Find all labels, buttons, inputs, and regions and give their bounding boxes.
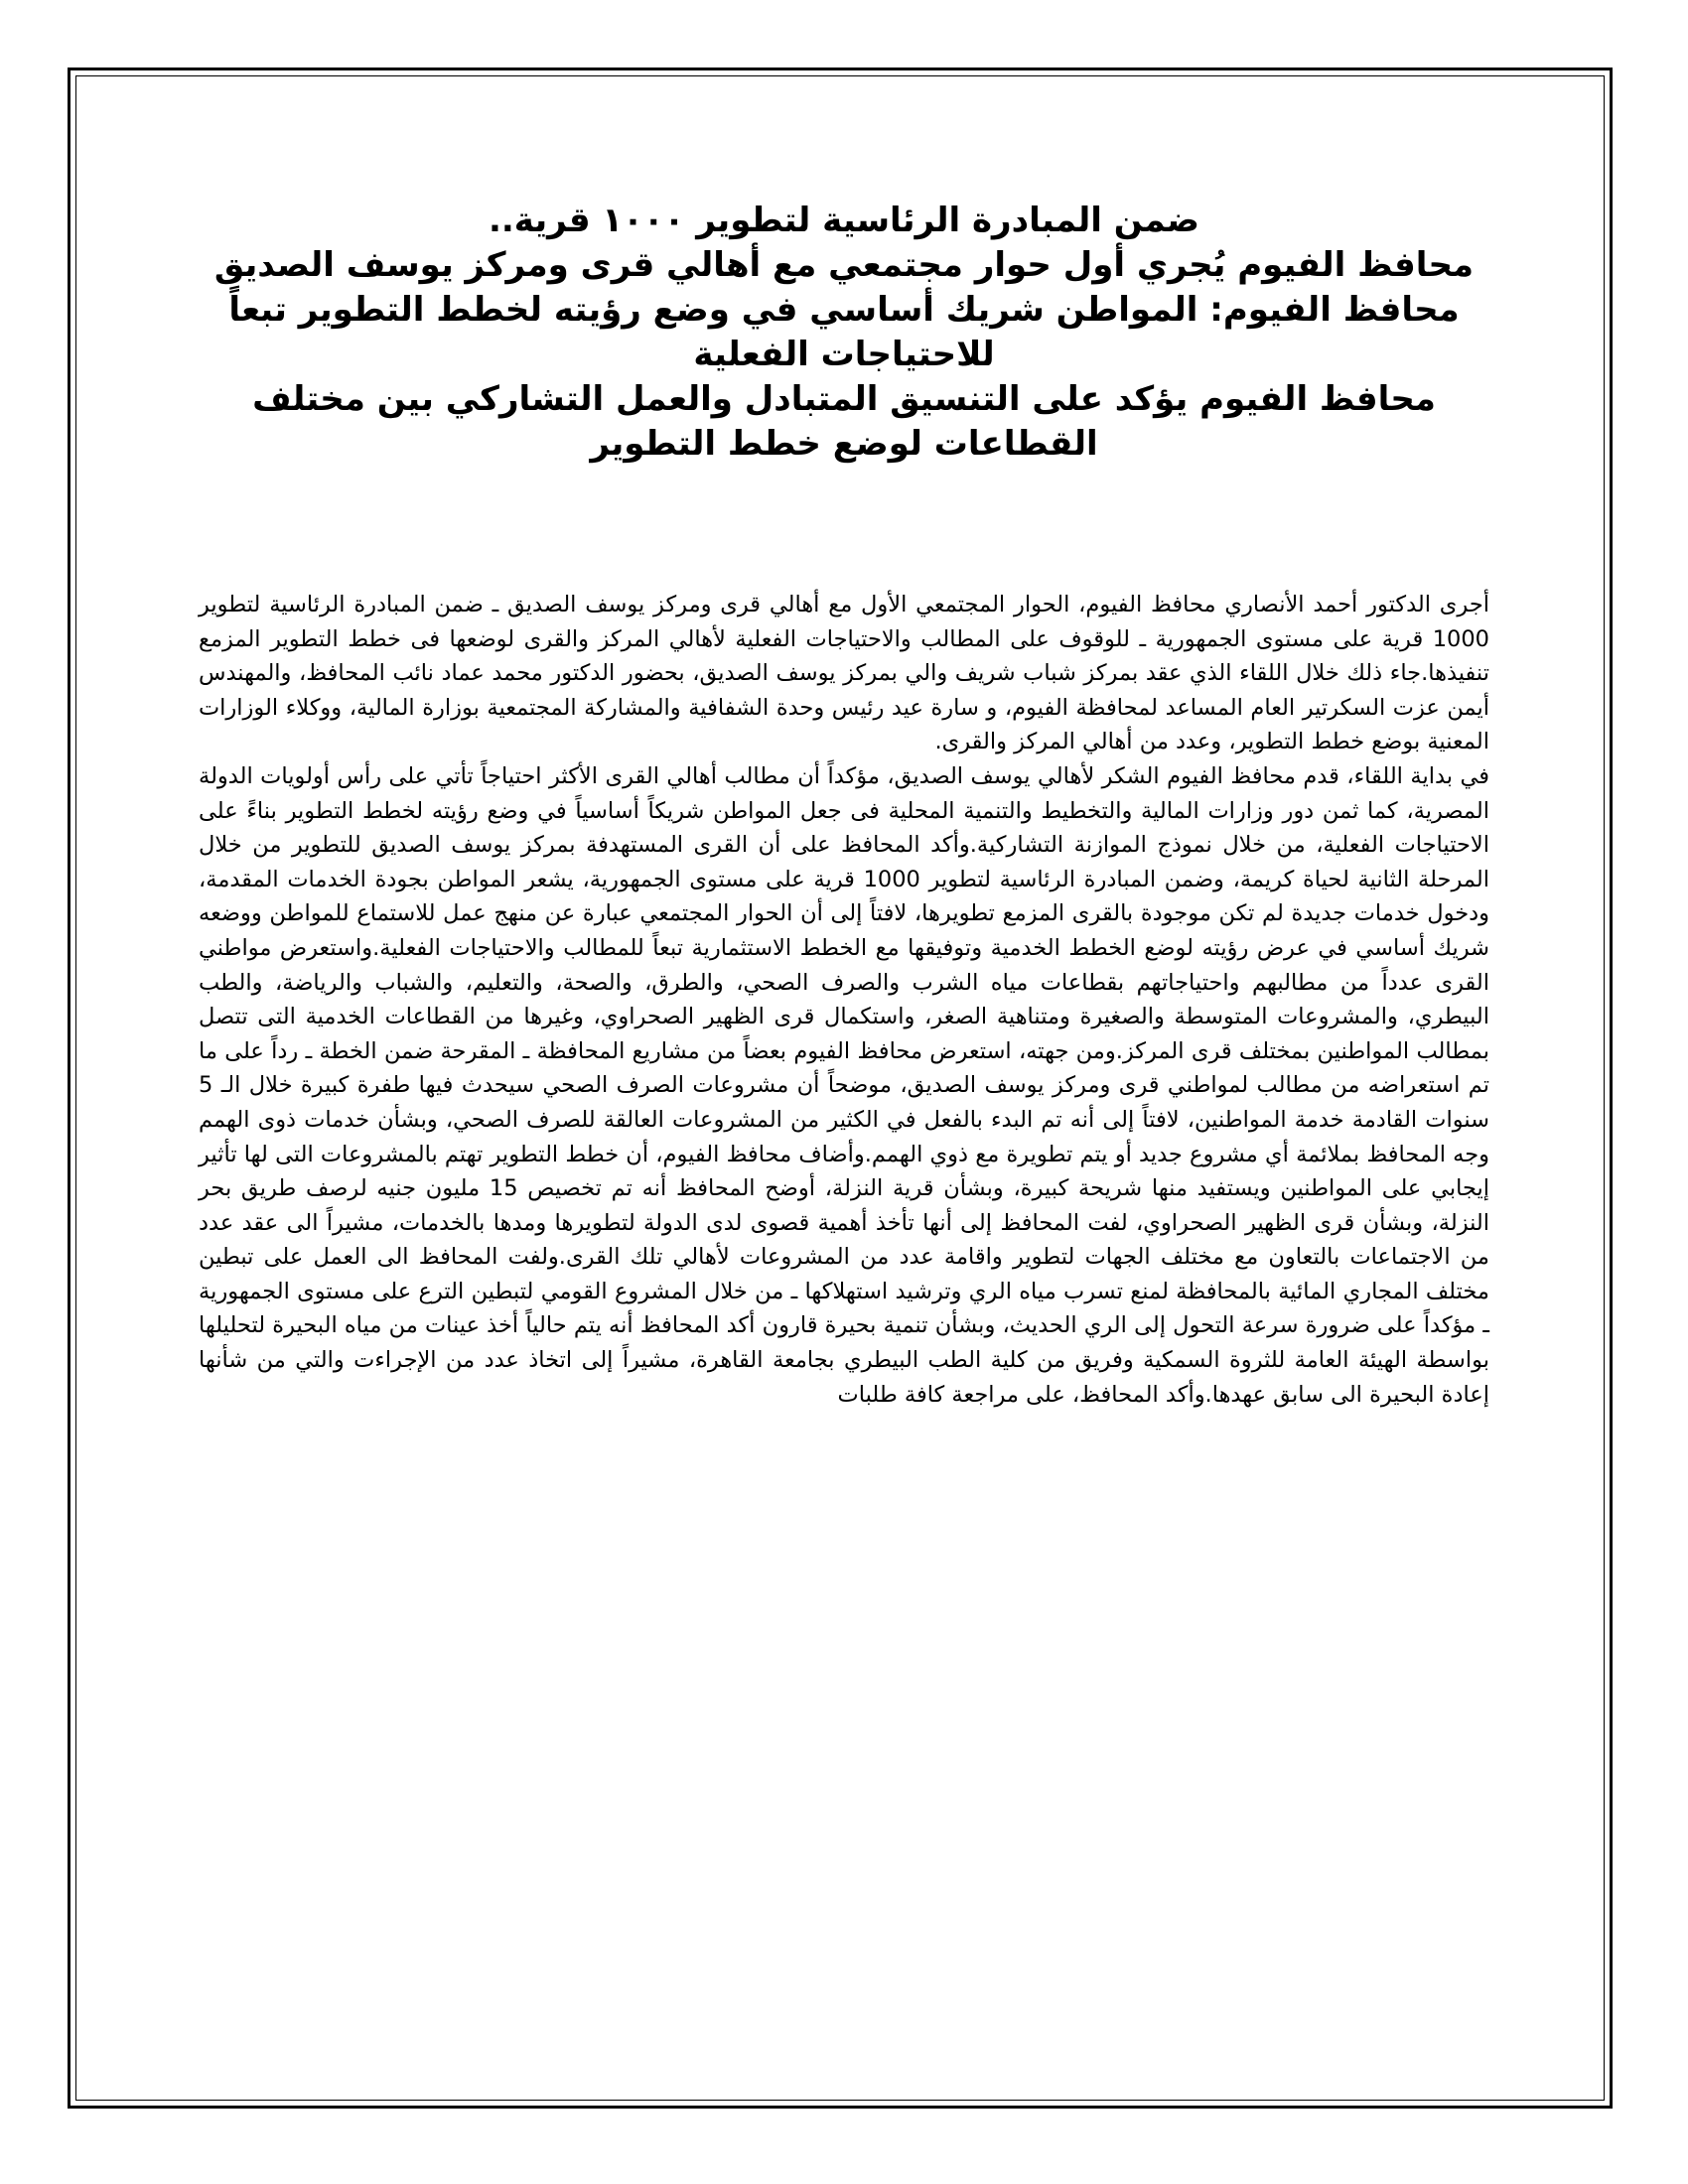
headline-citizen-partner: محافظ الفيوم: المواطن شريك أساسي في وضع رؤيته لخطط التطوير تبعاً للاحتياجات الفعلية [228, 290, 1460, 374]
article-paragraph-1: أجرى الدكتور أحمد الأنصاري محافظ الفيوم، الحوار المجتمعي الأول مع أهالي قرى ومركز يوسف الصديق ـ ضمن المبادرة الرئاسية لتطوير 1000 قرية على مستوى الجمهورية ـ للوقوف على المطالب والاحتياجات الفعلية لأهالي المركز والقرى لوضعها فى خطط التطوير المزمع تنفيذها.جاء ذلك خلال اللقاء الذي عقد بمركز شباب شريف والي بمركز يوسف الصديق، بحضور الدكتور محمد عماد نائب المحافظ، والمهندس أيمن عزت السكرتير العام المساعد لمحافظة الفيوم، و سارة عيد رئيس وحدة الشفافية والمشاركة المجتمعية بوزارة المالية، ووكلاء الوزارات المعنية بوضع خطط التطوير، وعدد من أهالي المركز والقرى. [199, 592, 1489, 755]
article-paragraph-2: في بداية اللقاء، قدم محافظ الفيوم الشكر لأهالي يوسف الصديق، مؤكداً أن مطالب أهالي القرى الأكثر احتياجاً تأتي على رأس أولويات الدولة المصرية، كما ثمن دور وزارات المالية والتخطيط والتنمية المحلية فى جعل المواطن شريكاً أساسياً في وضع رؤيته لخطط التطوير بناءً على الاحتياجات الفعلية، من خلال نموذج الموازنة التشاركية.وأكد المحافظ على أن القرى المستهدفة بمركز يوسف الصديق للتطوير من خلال المرحلة الثانية لحياة كريمة، وضمن المبادرة الرئاسية لتطوير 1000 قرية على مستوى الجمهورية، يشعر المواطن بجودة الخدمات المقدمة، ودخول خدمات جديدة لم تكن موجودة بالقرى المزمع تطويرها، لافتاً إلى أن الحوار المجتمعي عبارة عن منهج عمل للاستماع للمواطن ووضعه شريك أساسي في عرض رؤيته لوضع الخطط الخدمية وتوفيقها مع الخطط الاستثمارية تبعاً للمطالب والاحتياجات الفعلية.واستعرض مواطني القرى عدداً من مطالبهم واحتياجاتهم بقطاعات مياه الشرب والصرف الصحي، والطرق، والصحة، والتعليم، والشباب والرياضة، والطب البيطري، والمشروعات المتوسطة والصغيرة ومتناهية الصغر، واستكمال قرى الظهير الصحراوي، وغيرها من القطاعات الخدمية التى تتصل بمطالب المواطنين بمختلف قرى المركز.ومن جهته، استعرض محافظ الفيوم بعضاً من مشاريع المحافظة ـ المقرحة ضمن الخطة ـ رداً على ما تم استعراضه من مطالب لمواطني قرى ومركز يوسف الصديق، موضحاً أن مشروعات الصرف الصحي سيحدث فيها طفرة كبيرة خلال الـ 5 سنوات القادمة خدمة المواطنين، لافتاً إلى أنه تم البدء بالفعل في الكثير من المشروعات العالقة للصرف الصحي، وبشأن خدمات ذوى الهمم وجه المحافظ بملائمة أي مشروع جديد أو يتم تطويرة مع ذوي الهمم.وأضاف محافظ الفيوم، أن خطط التطوير تهتم بالمشروعات التى لها تأثير إيجابي على المواطنين ويستفيد منها شريحة كبيرة، وبشأن قرية النزلة، أوضح المحافظ أنه تم تخصيص 15 مليون جنيه لرصف طريق بحر النزلة، وبشأن قرى الظهير الصحراوي، لفت المحافظ إلى أنها تأخذ أهمية قصوى لدى الدولة لتطويرها ومدها بالخدمات، مشيراً الى عقد عدد من الاجتماعات بالتعاون مع مختلف الجهات لتطوير واقامة عدد من المشروعات لأهالي تلك القرى.ولفت المحافظ الى العمل على تبطين مختلف المجاري المائية بالمحافظة لمنع تسرب مياه الري وترشيد استهلاكها ـ من خلال المشروع القومي لتبطين الترع على مستوى الجمهورية ـ مؤكداً على ضرورة سرعة التحول إلى الري الحديث، وبشأن تنمية بحيرة قارون أكد المحافظ أنه يتم حالياً أخذ عينات من مياه البحيرة لتحليلها بواسطة الهيئة العامة للثروة السمكية وفريق من كلية الطب البيطري بجامعة القاهرة، مشيراً إلى اتخاذ عدد من الإجراءت والتي من شأنها إعادة البحيرة الى سابق عهدها.وأكد المحافظ، على مراجعة كافة طلبات [199, 762, 1490, 1408]
article-body [199, 588, 1489, 1412]
headline-coordination: محافظ الفيوم يؤكد على التنسيق المتبادل والعمل التشاركي بين مختلف القطاعات لوضع خطط التطوير [252, 379, 1436, 464]
headline-main: محافظ الفيوم يُجري أول حوار مجتمعي مع أهالي قرى ومركز يوسف الصديق [213, 245, 1475, 285]
headline-block [199, 199, 1489, 467]
headline-intro: ضمن المبادرة الرئاسية لتطوير ١٠٠٠ قرية.. [488, 201, 1200, 240]
